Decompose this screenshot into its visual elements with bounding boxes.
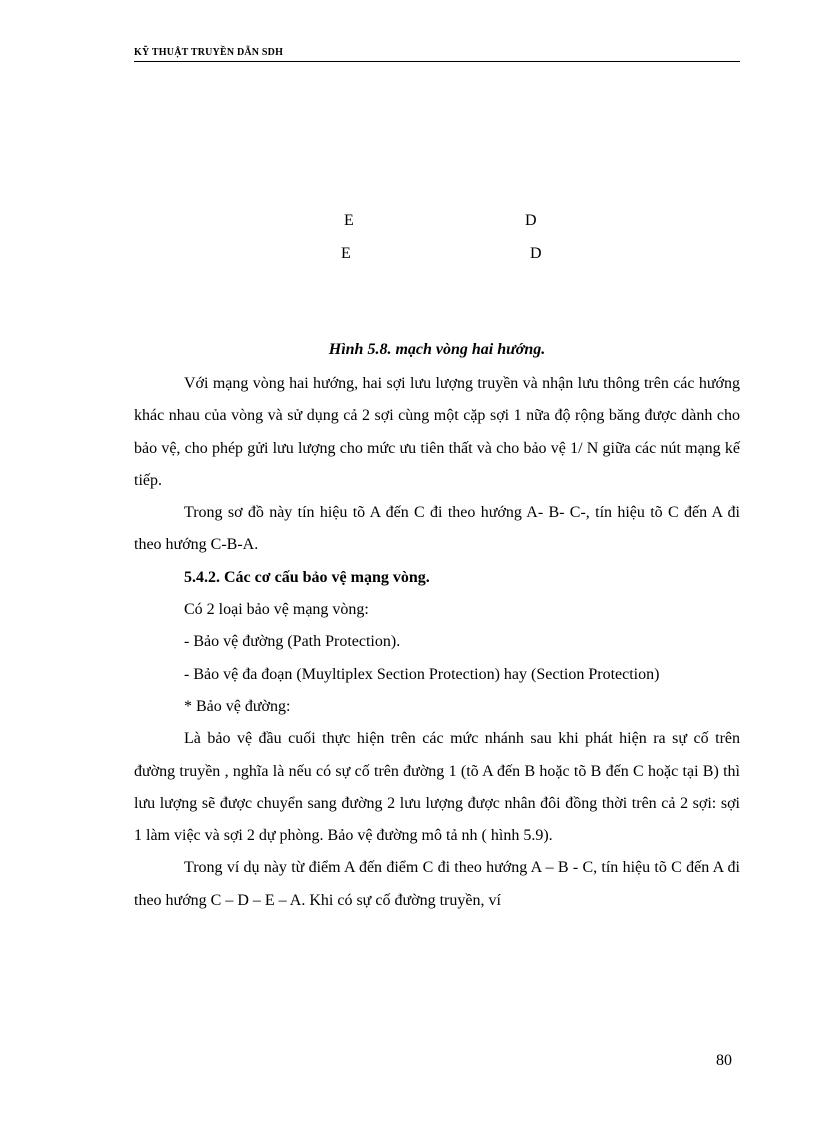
paragraph-example: Trong ví dụ này từ điểm A đến điểm C đi theo hướng A – B - C, tín hiệu tõ C đến A đi theo hướng C – D – E – A. Khi có sự cố đường truyền, ví <box>134 859 740 909</box>
figure-label-d-upper: D <box>525 212 537 229</box>
paragraph-ring-description: Với mạng vòng hai hướng, hai sợi lưu lượng truyền và nhận lưu thông trên các hướng khác nhau của vòng và sử dụng cả 2 sợi cùng một cặp sợi 1 nữa độ rộng băng được dành cho bảo vệ, cho phép gửi lưu lượng cho mức ưu tiên thất và cho bảo vệ 1/ N giữa các nút mạng kế tiếp. <box>134 375 740 489</box>
figure-label-e-lower: E <box>341 245 351 262</box>
figure-label-d-lower: D <box>530 245 542 262</box>
list-item-path-protection: - Bảo vệ đường (Path Protection). <box>184 633 401 651</box>
running-header: KỸ THUẬT TRUYỀN DẪN SDH <box>134 47 284 58</box>
subheading-path-protection: * Bảo vệ đường: <box>184 697 291 715</box>
body-text <box>134 368 740 917</box>
header-rule <box>134 61 740 62</box>
paragraph-protection-types: Có 2 loại bảo vệ mạng vòng: <box>184 601 369 619</box>
paragraph-signal-path: Trong sơ đồ này tín hiệu tõ A đến C đi theo hướng A- B- C-, tín hiệu tõ C đến A đi theo hướng C-B-A. <box>134 504 740 554</box>
paragraph-path-protection-detail: Là bảo vệ đầu cuối thực hiện trên các mức nhánh sau khi phát hiện ra sự cố trên đường truyền , nghĩa là nếu có sự cố trên đường 1 (tõ A đến B hoặc tõ B đến C hoặc tại B) thì lưu lượng sẽ được chuyển sang đường 2 lưu lượng được nhân đôi đồng thời trên cả 2 sợi: sợi 1 làm việc và sợi 2 dự phòng. Bảo vệ đường mô tả nh ( hình 5.9). <box>134 730 740 845</box>
figure-label-e-upper: E <box>344 212 354 229</box>
list-item-section-protection: - Bảo vệ đa đoạn (Muyltiplex Section Protection) hay (Section Protection) <box>184 665 660 683</box>
figure-caption: Hình 5.8. mạch vòng hai hướng. <box>328 341 546 358</box>
page-number: 80 <box>716 1052 732 1069</box>
section-heading: 5.4.2. Các cơ cấu bảo vệ mạng vòng. <box>184 568 430 586</box>
